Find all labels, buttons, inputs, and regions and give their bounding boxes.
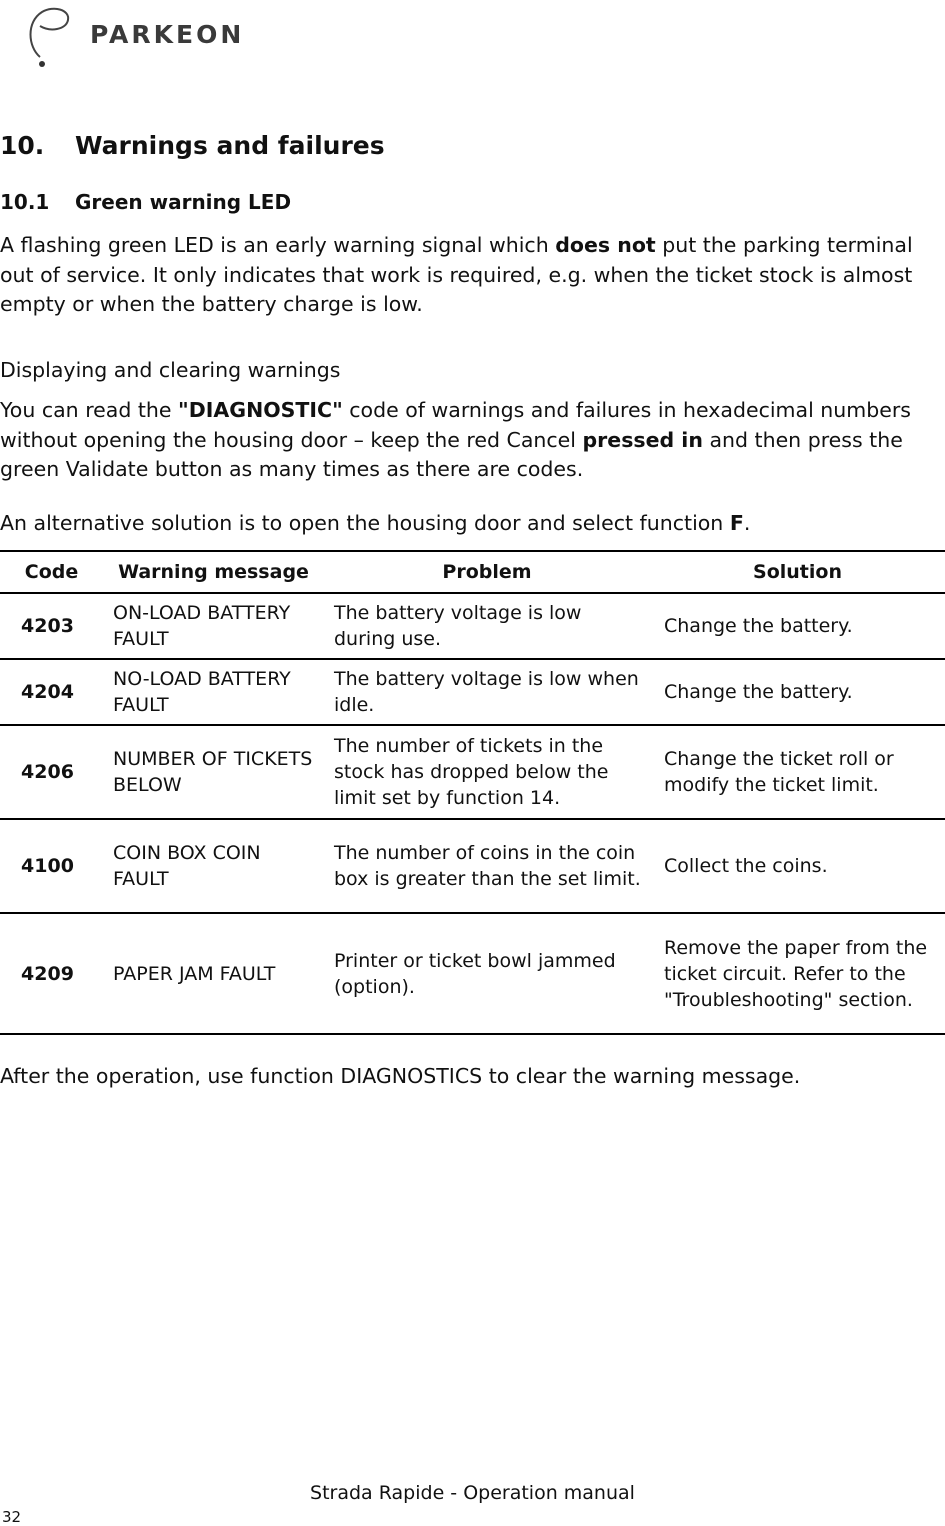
intro-bold: does not <box>555 233 656 257</box>
header-code: Code <box>0 551 103 593</box>
row-code: 4100 <box>0 819 103 913</box>
table-row <box>0 725 945 819</box>
parkeon-swirl-icon <box>18 2 88 72</box>
para-bold: "DIAGNOSTIC" <box>178 398 343 422</box>
row-problem: The battery voltage is low during use. <box>324 593 650 659</box>
row-solution: Change the ticket roll or modify the ticket limit. <box>650 725 945 819</box>
alternative-paragraph <box>0 509 945 539</box>
brand-name: PARKEON <box>90 20 245 49</box>
subsection-heading <box>0 190 291 214</box>
table-row <box>0 819 945 913</box>
row-message: NO-LOAD BATTERY FAULT <box>103 659 324 725</box>
para-text: An alternative solution is to open the housing door and select function <box>0 511 730 535</box>
page-number: 32 <box>2 1508 22 1526</box>
footer-title: Strada Rapide - Operation manual <box>310 1482 635 1504</box>
row-code: 4209 <box>0 913 103 1034</box>
section-heading <box>0 131 385 160</box>
para-bold: F <box>729 511 744 535</box>
row-message: NUMBER OF TICKETS BELOW <box>103 725 324 819</box>
section-title: Warnings and failures <box>75 131 385 160</box>
row-problem: The number of coins in the coin box is greater than the set limit. <box>324 819 650 913</box>
intro-paragraph <box>0 231 945 320</box>
row-problem: The battery voltage is low when idle. <box>324 659 650 725</box>
row-solution: Change the battery. <box>650 593 945 659</box>
row-message: ON-LOAD BATTERY FAULT <box>103 593 324 659</box>
table-row <box>0 913 945 1034</box>
row-code: 4206 <box>0 725 103 819</box>
table-row <box>0 593 945 659</box>
parkeon-logo <box>18 2 278 72</box>
para-text: code of warnings and failures in hexadecimal numbers without opening the housing door – keep the red Cancel <box>0 398 911 452</box>
row-solution: Change the battery. <box>650 659 945 725</box>
closing-paragraph: After the operation, use function DIAGNOSTICS to clear the warning message. <box>0 1064 801 1088</box>
para-text: . <box>743 511 751 535</box>
header-problem: Problem <box>324 551 650 593</box>
para-bold: pressed in <box>582 427 703 452</box>
row-solution: Collect the coins. <box>650 819 945 913</box>
header-message: Warning message <box>103 551 324 593</box>
intro-text: A flashing green LED is an early warning signal which <box>0 233 556 257</box>
row-code: 4203 <box>0 593 103 659</box>
table-row <box>0 659 945 725</box>
subsection-title: Green warning LED <box>75 190 292 214</box>
row-problem: The number of tickets in the stock has dropped below the limit set by function 14. <box>324 725 650 819</box>
row-code: 4204 <box>0 659 103 725</box>
row-problem: Printer or ticket bowl jammed (option). <box>324 913 650 1034</box>
row-message: PAPER JAM FAULT <box>103 913 324 1034</box>
row-solution: Remove the paper from the ticket circuit. Refer to the "Troubleshooting" section. <box>650 913 945 1034</box>
header-solution: Solution <box>650 551 945 593</box>
warnings-table <box>0 550 945 1035</box>
para-text: You can read the <box>0 398 179 422</box>
subsection-number: 10.1 <box>0 190 50 214</box>
diagnostic-paragraph <box>0 396 945 485</box>
para-text: and then press the green Validate button as many times as there are codes. <box>0 427 903 481</box>
row-message: COIN BOX COIN FAULT <box>103 819 324 913</box>
subheading: Displaying and clearing warnings <box>0 358 341 382</box>
intro-text-rest: put the parking terminal out of service. It only indicates that work is required, e.g. when the ticket stock is almost empty or when the battery charge is low. <box>0 233 913 316</box>
section-number: 10. <box>0 131 45 160</box>
table-header-row <box>0 551 945 593</box>
